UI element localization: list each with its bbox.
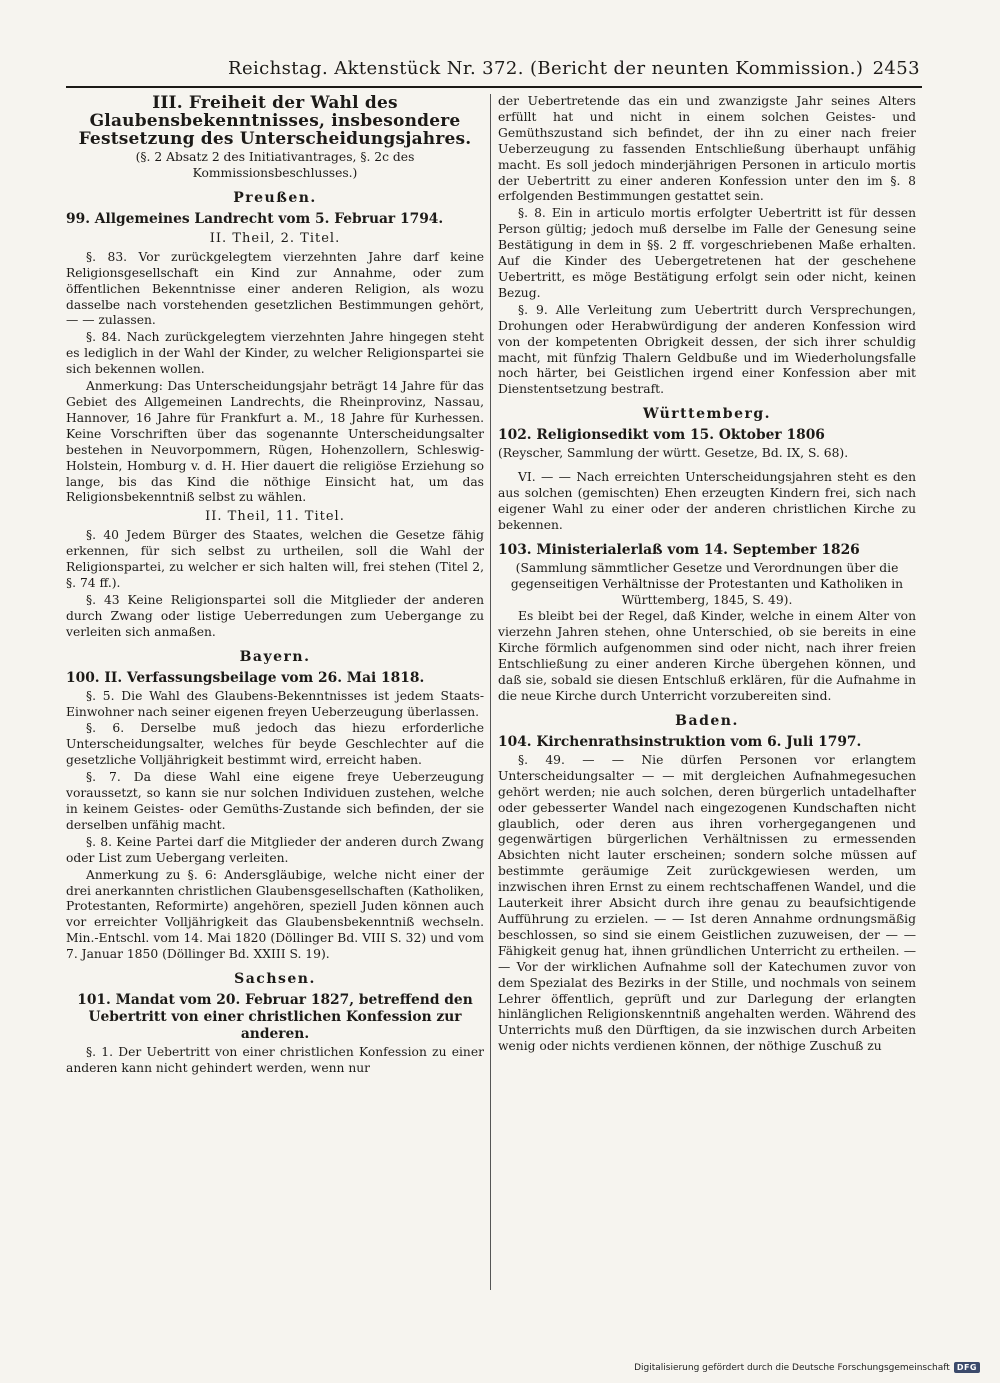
paragraph-1: §. 1. Der Uebertritt von einer christlichen Konfession zu einer anderen kann nicht gehindert werden, wenn nur xyxy=(66,1045,484,1075)
paragraph-8-sachsen: §. 8. Ein in articulo mortis erfolgter Uebertritt ist für dessen Person gültig; jedoch muß derselbe im Falle der Genesung seine Bestätigung in dem in §§. 2 ff. vorgeschriebenen Maße erhalten. Auf die Kinder des Uebergetretenen hat der geschehene Uebertritt, es möge Bestätigung erfolgt sein oder nicht, keinen Bezug. xyxy=(498,206,916,300)
paragraph-8: §. 8. Keine Partei darf die Mitglieder der anderen durch Zwang oder List zum Uebergang verleiten. xyxy=(66,834,484,865)
column-divider xyxy=(490,94,491,1290)
paragraph-43: §. 43 Keine Religionspartei soll die Mitglieder der anderen durch Zwang oder listige Ueberredungen zum Uebergange zu verleiten sich anmaßen. xyxy=(66,592,484,639)
paragraph-1-continued: der Uebertretende das ein und zwanzigste Jahr seines Alters erfüllt hat und nicht in einem solchen Geistes- und Gemüthszustand sich befindet, der ihn zu einer nach freier Ueberzeugung zu fassenden Entschließung überhaupt unfähig macht. Es soll jedoch minderjährigen Personen in articulo mortis der Uebertritt zu einer anderen Konfession unter den im §. 8 erfolgenden Bestimmungen gestattet sein. xyxy=(498,94,916,204)
footer-text: Digitalisierung gefördert durch die Deutsche Forschungsgemeinschaft xyxy=(634,1362,950,1373)
state-heading-preussen: Preußen. xyxy=(233,189,317,206)
left-column xyxy=(66,94,484,1078)
title-heading: II. Theil, 2. Titel. xyxy=(209,230,341,246)
paragraph-84: §. 84. Nach zurückgelegtem vierzehnten Jahre hingegen steht es lediglich in der Wahl der Kinder, zu welcher Religionspartei sie sich bekennen wollen. xyxy=(66,330,484,377)
law-note-103: (Sammlung sämmtlicher Gesetze und Verordnungen über die gegenseitigen Verhältnisse der Protestanten und Katholiken in Württemberg, 1845, S. 49). xyxy=(510,560,904,607)
law-heading-101: 101. Mandat vom 20. Februar 1827, betreffend den Uebertritt von einer christlichen Konfession zur anderen. xyxy=(77,992,473,1043)
state-heading-wuerttemberg: Württemberg. xyxy=(642,406,772,423)
law-note-102: (Reyscher, Sammlung der württ. Gesetze, Bd. IX, S. 68). xyxy=(498,446,849,461)
state-heading-sachsen: Sachsen. xyxy=(234,971,316,988)
paragraph-83: §. 83. Vor zurückgelegtem vierzehnten Jahre darf keine Religionsgesellschaft ein Kind zur Annahme, oder zum öffentlichen Bekenntnisse einer anderen Religion, als wozu dasselbe nach vorstehenden gesetzlichen Bestimmungen gehört, — — zulassen. xyxy=(66,249,484,328)
paragraph-7: §. 7. Da diese Wahl eine eigene freye Ueberzeugung voraussetzt, so kann sie nur solchen Individuen zustehen, welche in keinem Geistes- oder Gemüths-Zustande sich befinden, der sie derselben unfähig macht. xyxy=(66,770,484,832)
law-heading-102: 102. Religionsedikt vom 15. Oktober 1806 xyxy=(498,427,825,444)
right-column xyxy=(498,94,916,1056)
paragraph-49: §. 49. — — Nie dürfen Personen vor erlangtem Unterscheidungsalter — — mit dergleichen Aufnahmegesuchen gehört werden; nie auch solchen, deren bürgerlich untadelhafter oder gebesserter Wandel nach eingezogenen Kundschaften nicht glaublich, oder deren aus ihren vorhergegangenen und gegenwärtigen bürgerlichen Verhältnissen zu ermessenden Absichten nicht lauter erscheinen; sondern solche müssen auf bestimmte geräumige Zeit zurückgewiesen werden, um inzwischen ihren Ernst zu einem rechtschaffenen Wandel, und die Lauterkeit ihrer Absicht durch ihre genau zu beaufsichtigende Aufführung zu erzielen. — — Ist deren Annahme ordnungsmäßig beschlossen, so sind sie einem Geistlichen zuzuweisen, der — — Fähigkeit genug hat, ihnen gründlichen Unterricht zu ertheilen. — — Vor der wirklichen Aufnahme soll der Katechumen zuvor von dem Spezialat des Bezirks in der Stille, und nochmals von seinem Lehrer öffentlich, geprüft und zur Darlegung der erlangten hinlänglichen Religionskenntniß angehalten werden. Während des Unterrichts muß den Dürftigen, da sie inzwischen durch Arbeiten wenig oder nichts verdienen können, der nöthige Zuschuß zu xyxy=(498,752,916,1054)
paragraph-5: §. 5. Die Wahl des Glaubens-Bekenntnisses ist jedem Staats-Einwohner nach seiner eigenen freyen Ueberzeugung überlassen. xyxy=(66,688,484,719)
paragraph-103: Es bleibt bei der Regel, daß Kinder, welche in einem Alter von vierzehn Jahren stehen, ohne Unterschied, ob sie bereits in eine Kirche förmlich aufgenommen sind oder nicht, nach ihrer freien Entschließung zu einer anderen Kirche übergehen können, und daß sie, sobald sie diesen Entschluß erklären, für die Aufnahme in die neue Kirche durch Unterricht vorzubereiten sind. xyxy=(498,609,916,703)
state-heading-bayern: Bayern. xyxy=(239,648,311,665)
title-heading: II. Theil, 11. Titel. xyxy=(205,509,345,525)
note-99: Anmerkung: Das Unterscheidungsjahr beträgt 14 Jahre für das Gebiet des Allgemeinen Landrechts, die Rheinprovinz, Nassau, Hannover, 16 Jahre für Frankfurt a. M., 18 Jahre für Kurhessen. Keine Vorschriften über das sogenannte Unterscheidungsalter bestehen in Neuvorpommern, Rügen, Hohenzollern, Schleswig-Holstein, Homburg v. d. H. Hier dauert die religiöse Erziehung so lange, bis das Kind die nöthige Einsicht hat, um das Religionsbekenntniß selbst zu wählen. xyxy=(66,379,484,505)
section-subtitle: (§. 2 Absatz 2 des Initiativantrages, §. 2c des Kommissionsbeschlusses.) xyxy=(135,150,415,180)
dfg-logo: DFG xyxy=(954,1362,980,1373)
paragraph-6: §. 6. Derselbe muß jedoch das hiezu erforderliche Unterscheidungsalter, welches für beyde Geschlechter auf die gesetzliche Volljährigkeit bestimmt wird, erreicht haben. xyxy=(66,721,484,768)
paragraph-9-sachsen: §. 9. Alle Verleitung zum Uebertritt durch Versprechungen, Drohungen oder Herabwürdigung der anderen Konfession wird von der kompetenten Obrigkeit dessen, der sich ihrer schuldig macht, mit fünfzig Thalern Geldbuße und im Wiederholungsfalle noch härter, bei Geistlichen irgend einer Konfession aber mit Dienstentsetzung bestraft. xyxy=(498,302,916,397)
header-title: Reichstag. Aktenstück Nr. 372. (Bericht der neunten Kommission.) xyxy=(228,58,864,79)
law-heading-99: 99. Allgemeines Landrecht vom 5. Februar 1794. xyxy=(66,210,444,227)
law-heading-104: 104. Kirchenrathsinstruktion vom 6. Juli 1797. xyxy=(498,733,862,750)
running-header xyxy=(66,58,920,84)
state-heading-baden: Baden. xyxy=(675,712,739,729)
header-rule xyxy=(66,86,922,88)
paragraph-40: §. 40 Jedem Bürger des Staates, welchen die Gesetze fähig erkennen, für sich selbst zu urtheilen, soll die Wahl der Religionspartei, zu welcher er sich halten will, frei stehen (Titel 2, §. 74 ff.). xyxy=(66,528,484,591)
paragraph-vi: VI. — — Nach erreichten Unterscheidungsjahren steht es den aus solchen (gemischten) Ehen erzeugten Kindern frei, sich nach eigener Wahl zu einer oder der anderen christlichen Kirche zu bekennen. xyxy=(498,470,916,532)
page-number: 2453 xyxy=(872,58,920,79)
note-100: Anmerkung zu §. 6: Andersgläubige, welche nicht einer der drei anerkannten christlichen Glaubensgesellschaften (Katholiken, Protestanten, Reformirte) angehören, speziell Juden können auch vor erreichter Volljährigkeit das Glaubensbekenntniß wechseln. Min.-Entschl. vom 14. Mai 1820 (Döllinger Bd. VIII S. 32) und vom 7. Januar 1850 (Döllinger Bd. XXIII S. 19). xyxy=(66,867,484,962)
law-heading-103: 103. Ministerialerlaß vom 14. September 1826 xyxy=(498,541,860,558)
section-title: III. Freiheit der Wahl des Glaubensbekenntnisses, insbesondere Festsetzung des Unterscheidungsjahres. xyxy=(78,93,472,149)
law-heading-100: 100. II. Verfassungsbeilage vom 26. Mai 1818. xyxy=(66,669,425,686)
digitization-footer xyxy=(634,1362,980,1373)
